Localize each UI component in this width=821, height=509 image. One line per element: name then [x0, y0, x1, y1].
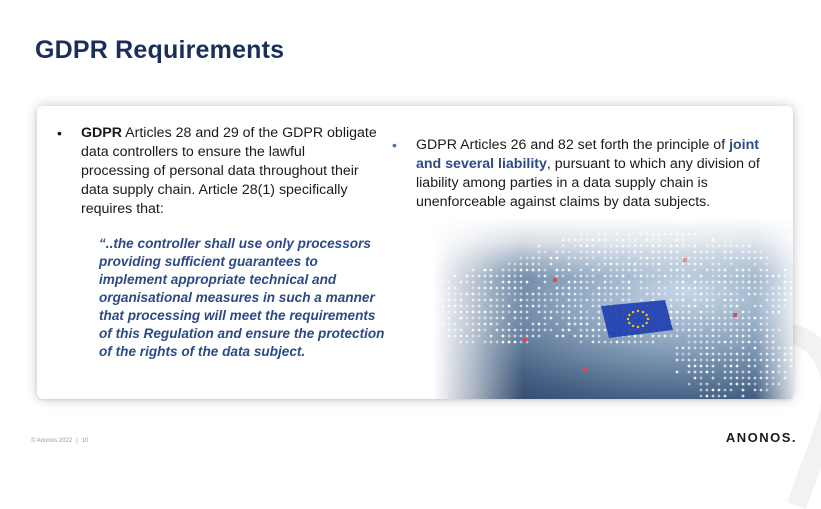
bold-lead: GDPR — [81, 125, 122, 141]
bullet-marker: • — [57, 125, 62, 141]
regulation-quote: “..the controller shall use only processors providing sufficient guarantees to implement appropriate technical and organisational measures in such a manner that processing will meet the requirements of this Regulation and ensure the protection of the rights of the data subject. — [99, 236, 385, 359]
image-fade-right — [755, 218, 793, 399]
highlight-joint-liability: joint and several liability — [416, 137, 760, 172]
right-column — [392, 136, 782, 212]
image-fade-left — [433, 218, 523, 399]
bullet-articles-26-82 — [392, 136, 782, 212]
copyright-text: © Anonos 2022 — [31, 438, 73, 444]
left-column — [57, 124, 385, 361]
bullet-text — [416, 136, 782, 212]
bullet-body-end: , pursuant to which any division of liability among parties in a data supply chain is unenforceable against claims by data subjects. — [416, 156, 760, 210]
page-number: 10 — [81, 438, 89, 444]
bullet-body-start: GDPR Articles 26 and 82 set forth the principle of — [416, 137, 730, 153]
footer-separator: | — [76, 438, 78, 444]
bullet-articles-28-29 — [57, 124, 377, 219]
bullet-text — [81, 124, 377, 219]
content-panel — [37, 106, 793, 399]
footer — [31, 438, 92, 444]
digital-world-map-image — [433, 218, 793, 399]
bullet-body: Articles 28 and 29 of the GDPR obligate data controllers to ensure the lawful processing of personal data throughout their data supply chain. Article 28(1) specifically requires that: — [81, 125, 377, 217]
page-title: GDPR Requirements — [35, 36, 285, 64]
anonos-logo: ANONOS. — [725, 430, 797, 445]
bullet-marker: • — [392, 137, 397, 153]
eu-flag-icon — [601, 300, 673, 338]
